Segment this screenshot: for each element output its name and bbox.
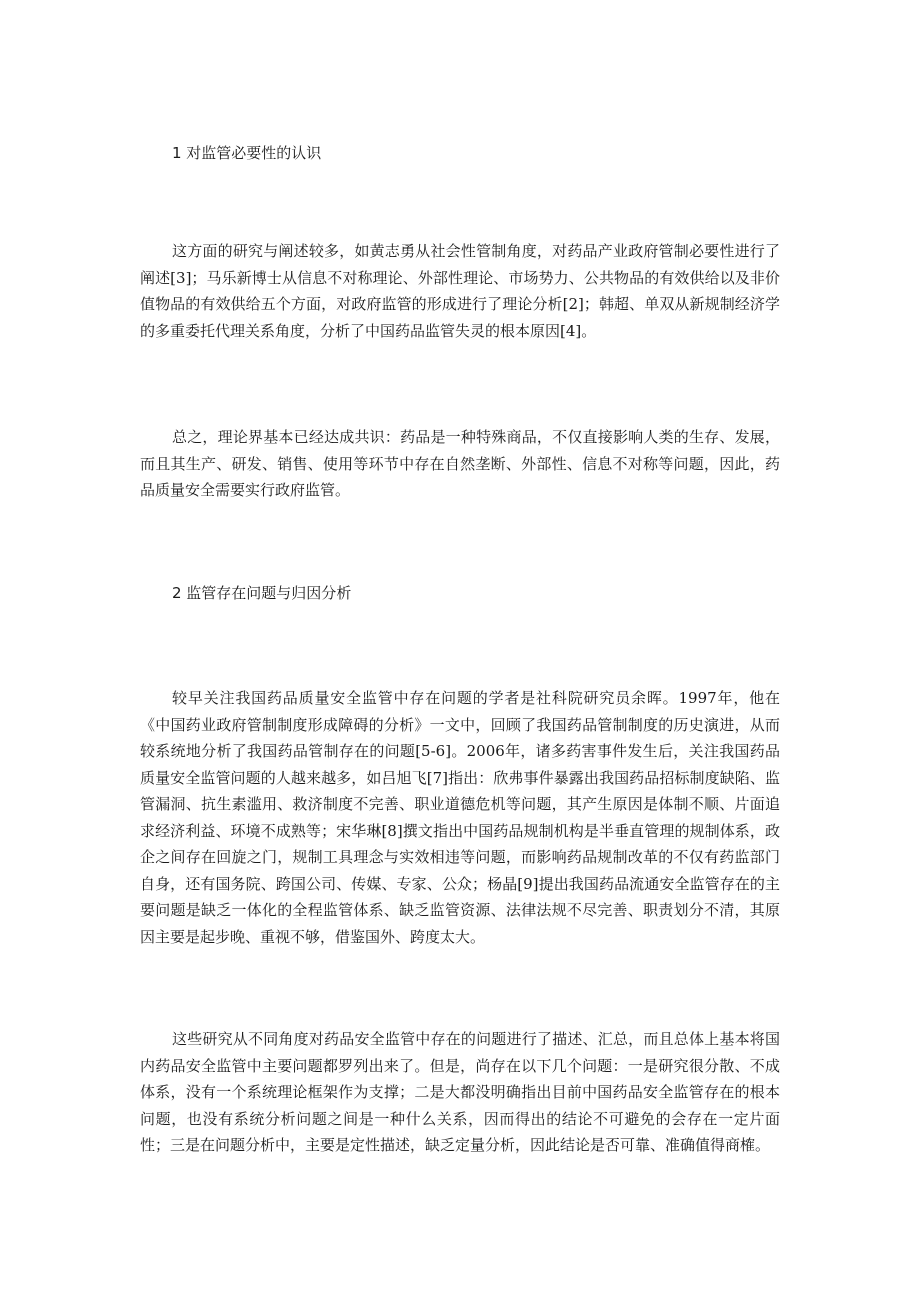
paragraph-4: 这些研究从不同角度对药品安全监管中存在的问题进行了描述、汇总，而且总体上基本将国内药品安全监管中主要问题都罗列出来了。但是，尚存在以下几个问题：一是研究很分散、不成体系，没有一个系统理论框架作为支撑；二是大都没明确指出目前中国药品安全监管存在的根本问题，也没有系统分析问题之间是一种什么关系，因而得出的结论不可避免的会存在一定片面性；三是在问题分析中，主要是定性描述，缺乏定量分析，因此结论是否可靠、准确值得商榷。	[140, 1030, 780, 1154]
section-heading-2: 2 监管存在问题与归因分析	[172, 584, 352, 602]
paragraph-1: 这方面的研究与阐述较多，如黄志勇从社会性管制角度，对药品产业政府管制必要性进行了阐述[3]；马乐新博士从信息不对称理论、外部性理论、市场势力、公共物品的有效供给以及非价值物品的有效供给五个方面，对政府监管的形成进行了理论分析[2]；韩超、单双从新规制经济学的多重委托代理关系角度，分析了中国药品监管失灵的根本原因[4]。	[140, 242, 780, 340]
section-heading-1: 1 对监管必要性的认识	[172, 144, 322, 162]
paragraph-3: 较早关注我国药品质量安全监管中存在问题的学者是社科院研究员余晖。1997年，他在《中国药业政府管制制度形成障碍的分析》一文中，回顾了我国药品管制制度的历史演进，从而较系统地分析了我国药品管制存在的问题[5-6]。2006年，诸多药害事件发生后，关注我国药品质量安全监管问题的人越来越多，如吕旭飞[7]指出：欣弗事件暴露出我国药品招标制度缺陷、监管漏洞、抗生素滥用、救济制度不完善、职业道德危机等问题，其产生原因是体制不顺、片面追求经济利益、环境不成熟等；宋华琳[8]撰文指出中国药品规制机构是半垂直管理的规制体系，政企之间存在回旋之门，规制工具理念与实效相违等问题，而影响药品规制改革的不仅有药监部门自身，还有国务院、跨国公司、传媒、专家、公众；杨晶[9]提出我国药品流通安全监管存在的主要问题是缺乏一体化的全程监管体系、缺乏监管资源、法律法规不尽完善、职责划分不清，其原因主要是起步晚、重视不够，借鉴国外、跨度太大。	[140, 689, 780, 946]
paragraph-2: 总之，理论界基本已经达成共识：药品是一种特殊商品，不仅直接影响人类的生存、发展，而且其生产、研发、销售、使用等环节中存在自然垄断、外部性、信息不对称等问题，因此，药品质量安全需要实行政府监管。	[140, 428, 780, 499]
